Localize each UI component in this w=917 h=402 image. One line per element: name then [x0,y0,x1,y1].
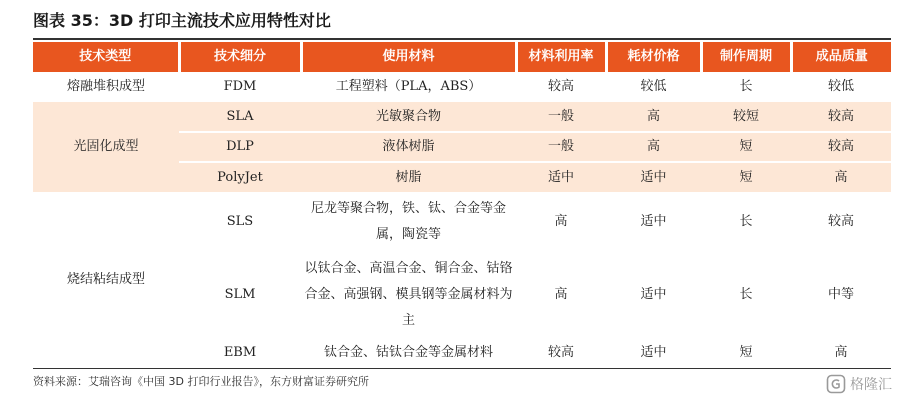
category-cell: 熔融堆积成型 [66,79,145,94]
material-cell: 工程塑料（PLA，ABS） [335,79,482,94]
material-cell [301,192,516,252]
material-cell [301,252,516,338]
sub-cell: SLA [179,102,301,132]
bottom-rule [33,368,891,369]
top-rule [33,38,891,40]
quality-cell: 较高 [827,214,854,229]
quality-cell: 较高 [791,102,891,132]
header-tech-sub: 技术细分 [179,42,301,72]
header-tech-type: 技术类型 [33,42,179,72]
price-cell: 适中 [640,287,667,302]
utilization-cell: 高 [554,287,568,302]
price-cell: 适中 [606,162,701,192]
sub-cell: EBM [223,345,257,360]
header-material: 使用材料 [301,42,516,72]
price-cell: 适中 [640,214,667,229]
price-cell: 较低 [640,79,667,94]
material-text: 尼龙等聚合物，铁、钛、合金等金属，陶瓷等 [310,201,506,242]
category-cell: 烧结粘结成型 [66,272,145,287]
utilization-cell: 高 [554,214,568,229]
sub-cell: DLP [179,132,301,162]
cycle-cell: 短 [701,132,791,162]
quality-cell: 较高 [791,132,891,162]
utilization-cell: 较高 [547,345,574,360]
cycle-cell: 长 [739,79,753,94]
material-text: 以钛合金、高温合金、铜合金、钴铬合金、高强钢、模具钢等金属材料为主 [304,261,513,328]
utilization-cell: 一般 [516,102,606,132]
source-note: 资料来源：艾瑞咨询《中国 3D 打印行业报告》，东方财富证券研究所 [33,375,369,388]
quality-cell: 中等 [827,287,854,302]
material-cell: 光敏聚合物 [301,102,516,132]
table-header-row [33,42,891,72]
sub-cell: SLS [226,214,254,229]
material-cell: 钛合金、钴钛合金等金属材料 [323,345,493,360]
price-cell: 适中 [640,345,667,360]
price-cell: 高 [606,132,701,162]
header-cycle: 制作周期 [701,42,791,72]
comparison-table [33,42,891,368]
table-row [33,102,891,132]
cycle-cell: 短 [701,162,791,192]
figure-title: 图表 35：3D 打印主流技术应用特性对比 [33,11,331,30]
cycle-cell: 较短 [701,102,791,132]
cycle-cell: 短 [739,345,753,360]
header-price: 耗材价格 [606,42,701,72]
logo-icon [826,374,846,394]
sub-cell: PolyJet [179,162,301,192]
header-quality: 成品质量 [791,42,891,72]
utilization-cell: 较高 [547,79,574,94]
header-utilization: 材料利用率 [516,42,606,72]
watermark-text: 格隆汇 [850,377,892,393]
cycle-cell: 长 [739,287,753,302]
utilization-cell: 适中 [516,162,606,192]
table-row [33,72,891,102]
quality-cell: 高 [791,162,891,192]
sub-cell: FDM [223,79,257,94]
table-row [33,192,891,252]
watermark-logo [826,372,892,396]
utilization-cell: 一般 [516,132,606,162]
material-cell: 树脂 [301,162,516,192]
cycle-cell: 长 [739,214,753,229]
category-cell: 光固化成型 [33,102,179,192]
quality-cell: 高 [834,345,848,360]
quality-cell: 较低 [827,79,854,94]
sub-cell: SLM [224,287,256,302]
material-cell: 液体树脂 [301,132,516,162]
price-cell: 高 [606,102,701,132]
